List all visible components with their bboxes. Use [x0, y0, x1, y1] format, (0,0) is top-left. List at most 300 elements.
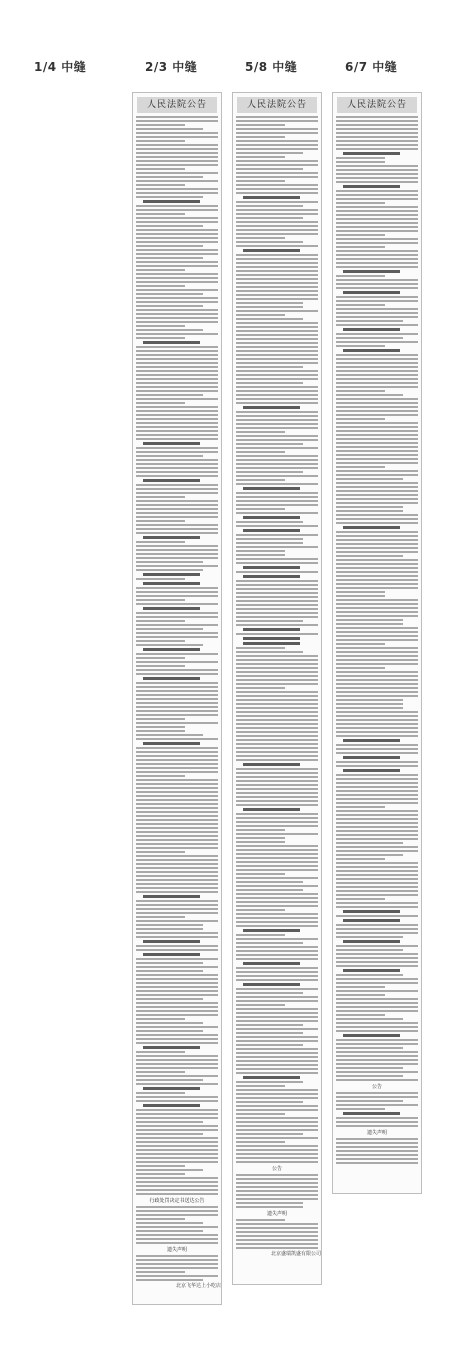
text-line	[136, 128, 203, 130]
text-line	[343, 919, 400, 922]
text-line	[243, 763, 300, 766]
text-line	[136, 152, 218, 154]
text-line	[336, 283, 418, 285]
text-line	[136, 1121, 203, 1123]
text-line	[336, 850, 418, 852]
text-line	[336, 446, 418, 448]
text-line	[236, 651, 303, 653]
text-line	[143, 1087, 200, 1090]
text-line	[136, 257, 203, 259]
text-line	[243, 962, 300, 965]
text-line	[236, 743, 318, 745]
text-line	[336, 316, 418, 318]
text-line	[336, 202, 385, 204]
text-line	[336, 222, 418, 224]
text-line	[136, 1075, 218, 1077]
text-line	[136, 1230, 203, 1232]
text-line	[336, 744, 418, 746]
text-line	[136, 1222, 203, 1224]
text-line	[336, 814, 418, 816]
text-line	[136, 378, 218, 380]
text-line	[336, 603, 418, 605]
text-line	[136, 337, 185, 339]
text-line	[336, 974, 403, 976]
text-line	[236, 358, 318, 360]
text-line	[236, 374, 318, 376]
text-line	[236, 813, 318, 815]
text-line	[136, 313, 218, 315]
text-line	[236, 542, 303, 544]
text-line	[336, 1154, 418, 1156]
text-line	[236, 942, 303, 944]
text-line	[236, 306, 303, 308]
text-line	[336, 210, 418, 212]
text-line	[236, 558, 318, 560]
text-line	[336, 1150, 418, 1152]
text-line	[336, 498, 418, 500]
text-line	[336, 1067, 403, 1069]
text-line	[136, 1010, 218, 1012]
text-line	[143, 536, 200, 539]
text-line	[136, 390, 218, 392]
text-line	[336, 510, 403, 512]
text-line	[236, 521, 303, 523]
text-line	[136, 144, 218, 146]
text-line	[136, 1214, 218, 1216]
text-line	[236, 266, 318, 268]
text-line	[136, 949, 218, 951]
text-line	[336, 1051, 418, 1053]
text-line	[136, 920, 218, 922]
text-line	[136, 875, 218, 877]
text-line	[136, 932, 218, 934]
text-line	[236, 788, 318, 790]
text-line	[236, 992, 303, 994]
text-line	[336, 1063, 418, 1065]
text-line	[336, 194, 418, 196]
text-line	[336, 226, 418, 228]
notice-body-text-3	[236, 1219, 318, 1249]
text-line	[336, 790, 418, 792]
text-line	[136, 879, 218, 881]
text-line	[236, 1085, 285, 1087]
text-line	[236, 508, 285, 510]
notice-body-text-2	[136, 1206, 218, 1244]
text-line	[136, 504, 218, 506]
text-line	[136, 686, 218, 688]
text-line	[136, 799, 218, 801]
text-line	[336, 858, 385, 860]
text-line	[136, 520, 185, 522]
text-line	[236, 1235, 318, 1237]
text-line	[136, 912, 218, 914]
text-line	[236, 209, 318, 211]
text-line	[136, 116, 218, 118]
text-line	[136, 1157, 218, 1159]
text-line	[136, 541, 185, 543]
text-line	[236, 298, 318, 300]
text-line	[236, 427, 318, 429]
text-line	[336, 120, 418, 122]
text-line	[136, 1002, 218, 1004]
text-line	[136, 1133, 203, 1135]
text-line	[236, 192, 318, 194]
text-line	[236, 144, 318, 146]
text-line	[236, 270, 318, 272]
text-line	[336, 370, 418, 372]
text-line	[336, 304, 385, 306]
notice-body-text	[136, 116, 218, 1195]
text-line	[236, 1223, 318, 1225]
text-line	[336, 679, 418, 681]
text-line	[336, 555, 403, 557]
text-line	[136, 297, 218, 299]
text-line	[136, 1226, 218, 1228]
text-line	[336, 514, 418, 516]
text-line	[136, 1071, 185, 1073]
text-line	[336, 1047, 403, 1049]
text-line	[136, 1149, 218, 1151]
text-line	[136, 221, 218, 223]
text-line	[136, 1185, 218, 1187]
text-line	[236, 917, 318, 919]
text-line	[236, 148, 318, 150]
label-6-7: 6/7 中缝	[345, 60, 398, 74]
text-line	[336, 842, 403, 844]
text-line	[336, 631, 418, 633]
text-line	[236, 282, 318, 284]
text-line	[136, 730, 185, 732]
column-title: 人民法院公告	[237, 97, 317, 113]
text-line	[136, 1279, 203, 1281]
text-line	[336, 551, 418, 553]
text-line	[236, 921, 318, 923]
text-line	[236, 845, 318, 847]
text-line	[336, 1121, 418, 1123]
text-line	[236, 624, 318, 626]
text-line	[136, 532, 218, 534]
text-line	[136, 553, 218, 555]
text-line	[336, 543, 418, 545]
text-line	[336, 719, 418, 721]
text-line	[236, 390, 318, 392]
text-line	[136, 1153, 218, 1155]
text-line	[136, 673, 218, 675]
text-line	[336, 599, 418, 601]
text-line	[336, 1079, 418, 1081]
text-line	[236, 160, 318, 162]
text-line	[136, 293, 203, 295]
text-line	[136, 229, 218, 231]
text-line	[336, 320, 403, 322]
text-line	[236, 310, 318, 312]
text-line	[236, 1231, 318, 1233]
text-line	[236, 768, 318, 770]
text-line	[136, 1079, 203, 1081]
text-line	[236, 1145, 318, 1147]
footer-signature: 北京盛瑞凯盛有限公司	[270, 1251, 321, 1257]
text-line	[336, 458, 418, 460]
text-line	[343, 349, 400, 352]
text-line	[136, 475, 218, 477]
text-line	[336, 474, 418, 476]
text-line	[236, 334, 318, 336]
text-line	[236, 1024, 303, 1026]
text-line	[236, 1036, 318, 1038]
text-line	[236, 1089, 318, 1091]
text-line	[236, 172, 318, 174]
text-line	[336, 254, 418, 256]
text-line	[136, 358, 218, 360]
text-line	[236, 837, 285, 839]
text-line	[336, 173, 418, 175]
text-line	[136, 1100, 218, 1102]
text-line	[136, 787, 218, 789]
text-line	[336, 206, 418, 208]
text-line	[336, 998, 418, 1000]
text-line	[136, 1238, 218, 1240]
text-line	[336, 1043, 418, 1045]
text-line	[136, 718, 185, 720]
text-line	[236, 853, 318, 855]
text-line	[136, 192, 218, 194]
label-5-8: 5/8 中缝	[245, 60, 298, 74]
text-line	[136, 1042, 218, 1044]
text-line	[136, 791, 218, 793]
text-line	[136, 928, 203, 930]
text-line	[136, 398, 218, 400]
text-line	[136, 281, 218, 283]
text-line	[243, 516, 300, 519]
text-line	[136, 807, 218, 809]
text-line	[136, 414, 218, 416]
footer-notice-title: 公告	[271, 1166, 282, 1172]
text-line	[336, 575, 418, 577]
text-line	[236, 274, 318, 276]
text-line	[236, 124, 285, 126]
text-line	[336, 659, 418, 661]
column-title: 人民法院公告	[337, 97, 417, 113]
text-line	[236, 286, 318, 288]
text-line	[236, 1004, 285, 1006]
text-line	[236, 821, 318, 823]
text-line	[243, 637, 300, 640]
text-line	[136, 1181, 218, 1183]
text-line	[136, 1263, 218, 1265]
text-line	[336, 378, 418, 380]
text-line	[236, 958, 318, 960]
text-line	[136, 640, 185, 642]
text-line	[336, 735, 418, 737]
text-line	[236, 492, 318, 494]
text-line	[236, 800, 318, 802]
text-line	[136, 1193, 218, 1195]
text-line	[236, 934, 285, 936]
text-line	[136, 1255, 218, 1257]
text-line	[136, 1030, 203, 1032]
text-line	[136, 803, 218, 805]
text-line	[136, 366, 218, 368]
text-line	[236, 554, 285, 556]
text-line	[136, 426, 218, 428]
text-line	[136, 317, 218, 319]
text-line	[136, 500, 218, 502]
text-line	[236, 302, 303, 304]
text-line	[336, 438, 418, 440]
text-line	[343, 291, 400, 294]
text-line	[336, 890, 418, 892]
text-line	[336, 663, 418, 665]
text-line	[136, 434, 218, 436]
text-line	[336, 571, 418, 573]
text-line	[336, 128, 418, 130]
text-line	[236, 1174, 318, 1176]
text-line	[236, 447, 318, 449]
text-line	[136, 851, 185, 853]
text-line	[143, 582, 200, 585]
text-line	[136, 620, 185, 622]
text-line	[336, 834, 418, 836]
text-line	[343, 969, 400, 972]
text-line	[336, 482, 418, 484]
text-line	[236, 723, 318, 725]
text-line	[236, 217, 303, 219]
text-line	[236, 258, 318, 260]
text-line	[136, 241, 218, 243]
text-line	[136, 402, 185, 404]
text-line	[336, 687, 418, 689]
text-line	[336, 1039, 418, 1041]
text-line	[236, 971, 318, 973]
text-line	[336, 324, 418, 326]
text-line	[336, 132, 418, 134]
text-line	[336, 418, 385, 420]
text-line	[336, 862, 418, 864]
text-line	[136, 734, 203, 736]
footer-lost-title: 遗失声明	[266, 1211, 287, 1217]
text-line	[236, 655, 318, 657]
text-line	[236, 394, 318, 396]
text-line	[236, 1198, 318, 1200]
text-line	[236, 233, 318, 235]
text-line	[236, 455, 318, 457]
text-line	[236, 600, 318, 602]
text-line	[136, 1275, 218, 1277]
text-line	[336, 898, 385, 900]
text-line	[336, 490, 418, 492]
text-line	[236, 1101, 303, 1103]
text-line	[136, 394, 203, 396]
text-line	[336, 1075, 403, 1077]
text-line	[236, 905, 318, 907]
text-line	[236, 1137, 318, 1139]
text-line	[236, 719, 318, 721]
text-line	[336, 695, 418, 697]
text-line	[336, 978, 418, 980]
text-line	[136, 1259, 218, 1261]
text-line	[236, 687, 285, 689]
text-line	[236, 1149, 318, 1151]
text-line	[236, 893, 318, 895]
text-line	[236, 467, 318, 469]
text-line	[136, 451, 218, 453]
text-line	[136, 196, 203, 198]
text-line	[336, 635, 418, 637]
text-line	[236, 435, 318, 437]
text-line	[336, 1022, 418, 1024]
text-line	[136, 333, 218, 335]
text-line	[136, 859, 218, 861]
text-line	[236, 471, 303, 473]
text-line	[136, 831, 218, 833]
text-line	[136, 172, 218, 174]
text-line	[136, 1218, 185, 1220]
text-line	[236, 525, 318, 527]
text-line	[336, 986, 385, 988]
text-line	[336, 230, 418, 232]
text-line	[336, 866, 418, 868]
footer-notice-title: 行政处罚决定书送达公告	[149, 1198, 205, 1204]
text-line	[136, 233, 218, 235]
text-line	[236, 588, 318, 590]
text-line	[236, 667, 318, 669]
text-line	[336, 886, 418, 888]
text-line	[136, 644, 203, 646]
text-line	[243, 529, 300, 532]
text-line	[136, 682, 218, 684]
text-line	[136, 160, 218, 162]
text-line	[136, 714, 218, 716]
text-line	[236, 829, 285, 831]
text-line	[236, 1129, 318, 1131]
text-line	[136, 904, 218, 906]
text-line	[236, 128, 318, 130]
text-line	[236, 1020, 318, 1022]
text-line	[136, 986, 218, 988]
text-line	[336, 450, 418, 452]
text-line	[336, 906, 418, 908]
text-line	[236, 780, 318, 782]
text-line	[236, 938, 318, 940]
text-line	[136, 706, 218, 708]
text-line	[336, 932, 418, 934]
text-line	[236, 1105, 318, 1107]
text-line	[336, 607, 418, 609]
text-line	[236, 1219, 285, 1221]
text-line	[336, 414, 418, 416]
text-line	[236, 946, 318, 948]
text-line	[136, 847, 218, 849]
text-line	[136, 966, 218, 968]
text-line	[136, 924, 203, 926]
text-line	[236, 925, 318, 927]
text-line	[236, 1243, 318, 1245]
text-line	[136, 775, 185, 777]
text-line	[236, 362, 318, 364]
text-line	[236, 707, 318, 709]
text-line	[236, 188, 318, 190]
text-line	[136, 982, 218, 984]
text-line	[236, 772, 318, 774]
text-line	[336, 422, 418, 424]
text-line	[236, 451, 285, 453]
text-line	[336, 945, 418, 947]
text-line	[136, 370, 218, 372]
text-line	[336, 136, 418, 138]
text-line	[336, 354, 418, 356]
text-line	[236, 776, 318, 778]
text-line	[336, 882, 418, 884]
